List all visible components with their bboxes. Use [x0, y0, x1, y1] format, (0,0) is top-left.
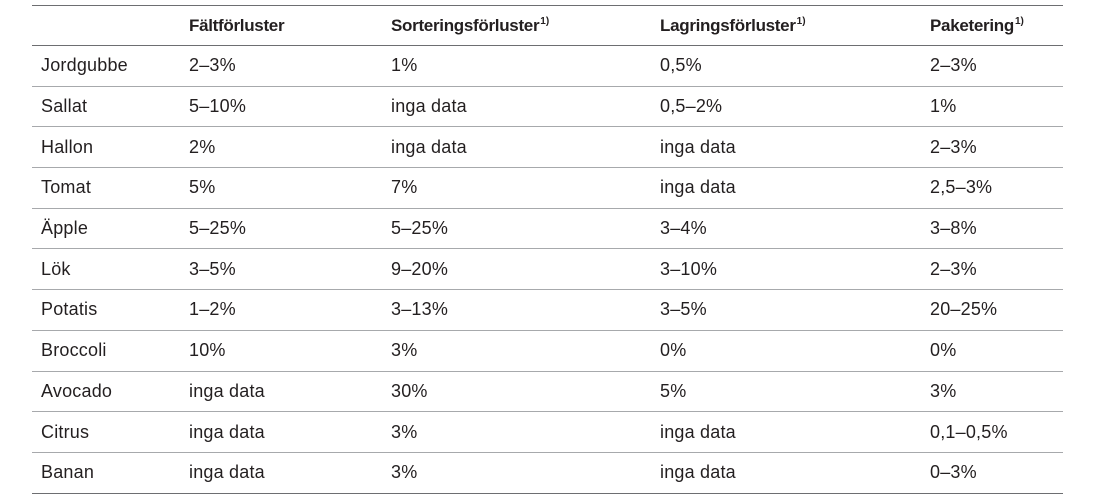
cell-packaging: 2–3%	[930, 258, 977, 279]
header-storage-losses: Lagringsförluster$^{1)}$	[660, 15, 806, 35]
cell-packaging: 0,1–0,5%	[930, 421, 1008, 442]
header-field-losses: Fältförluster	[189, 15, 285, 35]
table-row	[32, 168, 1063, 209]
cell-sorting-losses: 7%	[391, 177, 418, 198]
cell-crop: Jordgubbe	[41, 55, 128, 76]
cell-storage-losses: 5%	[660, 380, 687, 401]
cell-storage-losses: inga data	[660, 421, 736, 442]
cell-packaging: 20–25%	[930, 299, 998, 320]
table-row	[32, 371, 1063, 412]
cell-packaging: 3%	[930, 380, 957, 401]
cell-sorting-losses: 9–20%	[391, 258, 449, 279]
cell-crop: Avocado	[41, 380, 113, 401]
footnote-marker: 1)	[796, 15, 806, 27]
cell-sorting-losses: inga data	[391, 96, 467, 117]
cell-crop: Hallon	[41, 136, 94, 157]
cell-field-losses: 3–5%	[189, 258, 236, 279]
table-row	[32, 208, 1063, 249]
table-row	[32, 86, 1063, 127]
cell-field-losses: 5–25%	[189, 218, 247, 239]
cell-storage-losses: 0%	[660, 340, 687, 361]
cell-sorting-losses: 3%	[391, 340, 418, 361]
cell-storage-losses: 3–4%	[660, 218, 707, 239]
cell-packaging: 2–3%	[930, 136, 977, 157]
cell-packaging: 0%	[930, 340, 957, 361]
cell-storage-losses: 3–10%	[660, 258, 718, 279]
cell-sorting-losses: 5–25%	[391, 218, 449, 239]
cell-crop: Broccoli	[41, 340, 107, 361]
table-row	[32, 452, 1063, 493]
loss-table	[32, 5, 1063, 494]
table-row	[32, 249, 1063, 290]
table-row	[32, 412, 1063, 453]
header-row	[32, 6, 1063, 46]
cell-storage-losses: inga data	[660, 177, 736, 198]
cell-crop: Lök	[41, 258, 71, 279]
footnote-marker: 1)	[540, 15, 550, 27]
cell-packaging: 3–8%	[930, 218, 977, 239]
cell-field-losses: 1–2%	[189, 299, 236, 320]
table-header	[32, 6, 1063, 46]
cell-field-losses: 2%	[189, 136, 216, 157]
cell-crop: Sallat	[41, 96, 88, 117]
table-row	[32, 290, 1063, 331]
header-sorting-losses: Sorteringsförluster$^{1)}$	[391, 15, 550, 35]
cell-storage-losses: 0,5–2%	[660, 96, 723, 117]
header-packaging: Paketering$^{1)}$	[930, 15, 1024, 35]
cell-crop: Banan	[41, 462, 95, 483]
cell-field-losses: inga data	[189, 421, 265, 442]
cell-field-losses: 2–3%	[189, 55, 236, 76]
table-body	[32, 46, 1063, 494]
table-row	[32, 127, 1063, 168]
cell-packaging: 1%	[930, 96, 957, 117]
cell-sorting-losses: inga data	[391, 136, 467, 157]
cell-crop: Potatis	[41, 299, 98, 320]
table-row	[32, 330, 1063, 371]
cell-sorting-losses: 1%	[391, 55, 418, 76]
cell-packaging: 2–3%	[930, 55, 977, 76]
cell-packaging: 0–3%	[930, 462, 977, 483]
cell-field-losses: 5–10%	[189, 96, 247, 117]
cell-crop: Citrus	[41, 421, 90, 442]
cell-crop: Äpple	[41, 218, 89, 239]
cell-storage-losses: inga data	[660, 462, 736, 483]
cell-packaging: 2,5–3%	[930, 177, 993, 198]
cell-field-losses: inga data	[189, 462, 265, 483]
cell-sorting-losses: 30%	[391, 380, 428, 401]
cell-storage-losses: 0,5%	[660, 55, 702, 76]
cell-crop: Tomat	[41, 177, 92, 198]
cell-field-losses: 5%	[189, 177, 216, 198]
cell-storage-losses: 3–5%	[660, 299, 707, 320]
table-row	[32, 46, 1063, 87]
cell-sorting-losses: 3–13%	[391, 299, 449, 320]
cell-sorting-losses: 3%	[391, 421, 418, 442]
cell-sorting-losses: 3%	[391, 462, 418, 483]
cell-field-losses: inga data	[189, 380, 265, 401]
footnote-marker: 1)	[1014, 15, 1024, 27]
cell-field-losses: 10%	[189, 340, 226, 361]
cell-storage-losses: inga data	[660, 136, 736, 157]
header-crop	[32, 6, 180, 46]
